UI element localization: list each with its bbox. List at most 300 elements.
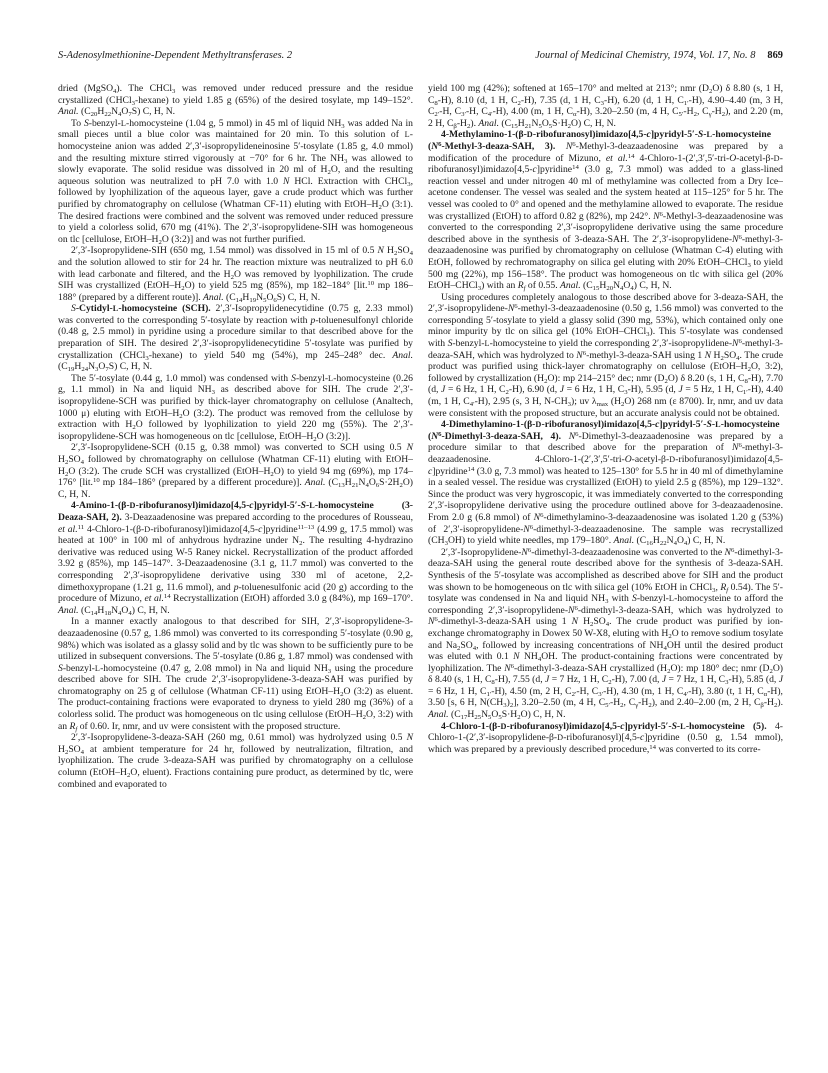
text-run: L [328, 373, 334, 383]
text-run: -homocysteine (5). [685, 720, 767, 732]
text-run: 2 [127, 772, 131, 780]
text-run: max [596, 401, 609, 409]
text-run: N [431, 140, 439, 152]
text-run: S [447, 338, 453, 350]
text-run: c [428, 465, 433, 477]
text-run: O [624, 454, 632, 465]
text-run: et al. [605, 152, 628, 164]
text-run: was added Na in small pieces until a blue color was maintained for 20 min. To this solution of [58, 117, 413, 141]
text-run: SO [68, 743, 81, 755]
text-run: γ [708, 111, 712, 119]
text-run: -ribofuranosyl)imidazo[4,5- [150, 523, 259, 535]
text-run: 3 [600, 99, 605, 107]
text-run: N [507, 303, 515, 315]
text-run: 2 [708, 88, 713, 95]
text-run: 6 [438, 430, 442, 438]
text-run: , C [696, 106, 709, 118]
text-run: S [291, 372, 296, 384]
text-run: J [441, 384, 446, 396]
text-run: ) C, H, N. [633, 280, 672, 292]
text-run: ]pyridine (0.50 g, 1.54 mmol), which was prepared by a previously described procedure, [428, 732, 783, 755]
text-run: 5 [538, 122, 542, 130]
text-run: with [608, 593, 632, 605]
text-run: (C [78, 604, 91, 616]
text-run: ]pyridine [536, 164, 573, 176]
left-column [58, 83, 413, 790]
text-run: 2 [378, 203, 382, 211]
text-run: 2′,3′-Isopropylidene-3-deaza-SAH (260 mg, 0.61 mmol) was hydrolyzed using 0.5 [71, 732, 407, 744]
text-run: -H [711, 106, 722, 118]
text-run: H [242, 291, 250, 303]
text-run: ) C, H, N. [131, 604, 170, 616]
text-run: -homocysteine ( [428, 129, 771, 152]
text-run: 11–13 [297, 523, 315, 531]
text-run: N [533, 511, 541, 523]
text-run: SO [460, 639, 473, 651]
text-run: 4 [673, 540, 677, 548]
text-run: N [88, 361, 96, 373]
text-run: -H [456, 117, 467, 129]
text-run: The 5′-tosylate (0.44 g, 1.0 mmol) was condensed with [71, 372, 292, 384]
text-run: f [75, 725, 78, 733]
text-run: as described above for SIH. The crude 2′,3′-isopropylidene-SCH was purified by thick-layer chromatography on cellulose (Analtech, 1000 μ) eluting with EtOH–H [58, 384, 413, 419]
text-run: -H), 4.50 (m, 2 H, C [491, 685, 572, 697]
text-run: O) to yield 94 mg (69%), mp 174–176° [lit. [58, 465, 413, 489]
text-run: -Methyl-3-deazaadenosine was converted to the corresponding 2′,3′-isopropylidene derivative using the same procedure described above in the synthesis of 3-deaza-SAH. The 2′,3′-isopropylidene- [428, 210, 783, 245]
text-run: 4 [409, 250, 414, 258]
text-run: 4 [630, 285, 634, 293]
text-run: 2 [362, 714, 367, 722]
text-run: -ribofuranosyl)imidazo[4,5- [532, 129, 647, 141]
text-run: c [655, 419, 660, 431]
text-run: N [111, 106, 119, 118]
text-run: O [676, 535, 684, 547]
text-run: Anal. [58, 604, 79, 616]
text-run: J [678, 384, 683, 396]
text-run: 2′,3′-Isopropylidene-SIH (650 mg, 1.54 mmol) was dissolved in 15 ml of 0.5 [71, 245, 378, 257]
text-run: 2′ [434, 111, 440, 119]
text-run: -homocysteine anion was added 2′,3′-isopropylideneinosine 5′-tosylate (1.85 g, 4.0 mmol) and the resulting mixture stirred vigorously at −70° for 6 hr. The NH [58, 129, 413, 164]
text-run: - [676, 720, 681, 732]
text-run: S [83, 117, 89, 129]
text-run: 2 [747, 366, 751, 374]
text-run: 19 [67, 366, 75, 374]
text-run: 2 [132, 424, 136, 432]
text-run: -H), 3.20–2.50 (m, 4 H, C [576, 106, 679, 118]
text-run: - [703, 129, 707, 141]
text-run: 2 [648, 702, 652, 710]
text-run: N [568, 604, 575, 616]
text-run: L [715, 420, 721, 430]
text-run: H [58, 454, 65, 465]
text-run: 25 [474, 714, 482, 722]
text-run: 0.54). The 5′-tosylate was condensed in Na and liquid NH [428, 581, 783, 605]
text-run: -hexane) to yield 540 mg (54%), mp 245–248° dec. [148, 349, 393, 361]
journal-name: Journal of Medicinal Chemistry, 1974, Vol. 17, No. 8 [535, 50, 756, 61]
text-run: N [282, 175, 290, 187]
text-run: 14 [235, 296, 243, 304]
text-run: -dimethyl-3-deaza-SAH crystallized (H [514, 662, 668, 674]
text-run: L [404, 130, 410, 140]
text-run: 6 [527, 546, 532, 554]
text-run: S [671, 720, 677, 732]
text-run: H [97, 604, 105, 616]
text-run: N [406, 442, 413, 454]
text-run: 2 [393, 250, 398, 258]
text-run: 3 [503, 702, 507, 710]
text-run: 2 [517, 99, 521, 107]
text-run: N [523, 523, 530, 535]
text-run: 3 [327, 667, 332, 675]
text-run: c [249, 500, 254, 512]
text-run: ). [777, 697, 783, 709]
text-run: -ribofuranosyl)imidazo[4,5- [675, 454, 783, 465]
text-run: N [481, 709, 489, 721]
text-run: O was removed by lyophilization. The crude SIH was crystallized (EtOH–H [58, 268, 413, 292]
text-run: 4′ [469, 401, 475, 409]
text-run: 6 [529, 523, 534, 531]
text-run: S·2H [379, 477, 400, 489]
paragraph [428, 83, 783, 129]
running-header [58, 50, 783, 66]
text-run: Anal. [478, 117, 499, 129]
text-run: D [129, 501, 136, 511]
text-run: 4′ [487, 111, 493, 119]
text-run: O, 3:2) with an [58, 709, 413, 732]
paragraph [428, 547, 783, 721]
text-run: 6 [514, 303, 518, 311]
text-run: of 0.60. Ir, nmr, and uv were consistent with the proposed structure. [77, 720, 341, 732]
text-run: (C [325, 477, 339, 489]
text-run: 19 [249, 296, 257, 304]
text-run: O) δ 8.20 (s, 1 H, C [667, 372, 745, 384]
text-run: (C [58, 361, 68, 373]
text-run: -toluenesulfonic acid (20 g) according to the procedure of Mizuno, [58, 581, 413, 605]
text-run: O [98, 361, 106, 373]
text-run: ), and 2.20 (m, 2 H, C [428, 106, 783, 129]
text-run: 3 [646, 331, 650, 339]
text-run: -H), 7.00 (d, [611, 674, 662, 686]
text-run: 1′ [683, 99, 689, 107]
text-run: 3′ [461, 111, 466, 119]
text-run: -homocysteine (1.04 g, 5 mmol) in 45 ml of liquid NH [126, 117, 342, 129]
paragraph [428, 129, 783, 291]
text-run: O [121, 604, 129, 616]
text-run: -H), 6.90 (d, [508, 384, 560, 396]
text-run: 4 [537, 656, 542, 664]
paragraph [428, 292, 783, 420]
paragraph [58, 373, 413, 443]
text-run: S [697, 129, 704, 141]
text-run: 2 [773, 702, 778, 710]
text-run: N [531, 117, 539, 129]
text-run: O, and the resulting aqueous solution was neutralized to pH 7.0 with 1.0 [58, 164, 413, 187]
text-run: 5′ [678, 111, 684, 119]
text-run: O) 268 nm (ε 8700). Ir, nmr, and uv data were consistent with the proposed structure, but an accurate analysis could not be obtained. [428, 396, 784, 419]
text-run: O [368, 477, 376, 489]
text-run [561, 431, 569, 442]
text-run: -H [763, 697, 774, 709]
text-run: et al. [144, 593, 164, 605]
text-run: 6 [540, 511, 544, 519]
text-run: 10 [367, 280, 375, 288]
text-run: 4 [80, 459, 85, 466]
text-run: D [526, 130, 533, 140]
text-run: 2 [664, 377, 668, 385]
text-run: 2 [457, 644, 461, 652]
text-run: 14 [90, 609, 98, 617]
text-run: -homocysteine to yield the corresponding 2′,3′-isopropylidene- [489, 338, 733, 350]
text-run: S [632, 593, 637, 605]
text-run: 2 [621, 401, 625, 409]
text-run: = 6 Hz, 1 H, C [445, 384, 506, 396]
text-run: O (3:2)] and was not further purified. [161, 233, 306, 245]
text-run: (C [78, 106, 91, 118]
text-run: -methyl-3-deaza-SAH using 1 [586, 349, 705, 361]
text-run: ]pyridine [262, 523, 298, 535]
text-run: O to remove sodium tosylate and Na [428, 627, 783, 651]
text-run: -Cytidyl- [75, 303, 113, 315]
text-run: 6 [730, 546, 735, 554]
text-run: f [523, 285, 526, 293]
text-run: N [565, 140, 573, 152]
text-run: -Methyl-3-deaza-SAH, 3). [441, 140, 556, 152]
text-run: D [773, 153, 780, 163]
text-run: 6 [738, 233, 742, 241]
text-run: , followed by lyophilization of the aqueous layer, gave a crude product which was further purified by chromatography on cellulose (Whatman CF-11) eluting with EtOH–H [58, 175, 413, 210]
text-run: -ribofuranosyl)[4,5- [563, 732, 640, 744]
text-run: 2 [327, 169, 331, 177]
text-run: -H), 3.80 (t, 1 H, C [688, 685, 764, 697]
text-run: 6 [572, 140, 576, 148]
text-run: SO [723, 349, 737, 361]
text-run: 2 [590, 621, 594, 629]
paragraph [428, 419, 783, 547]
paragraph [58, 83, 413, 118]
text-run: -H), 5.85 (d, [728, 674, 779, 686]
text-run: f [726, 586, 729, 594]
text-run: -dimethyl-3-deaza-SAH using 1 [437, 616, 572, 628]
text-run: 20 [90, 111, 98, 119]
text-run: was converted to its corre- [656, 743, 761, 755]
text-run: 20 [606, 285, 614, 293]
text-run: 11 [77, 523, 85, 531]
text-run: Anal. [560, 280, 581, 292]
text-run: -benzyl- [452, 338, 485, 350]
text-run: Using procedures completely analogous to those described above for 3-deaza-SAH, the 2′,3′-isopropylidene- [428, 291, 783, 315]
text-run: -H), 8.10 (d, 1 H, C [437, 94, 518, 106]
text-run: 3 [344, 157, 348, 165]
text-run: 4-Dimethylamino-1-(β- [441, 419, 536, 431]
text-run: -ribofuranosyl)imidazo[4,5- [428, 152, 784, 176]
text-run: 21 [351, 482, 359, 490]
text-run: N [406, 732, 413, 744]
text-run: (C [580, 280, 593, 292]
text-run: mp 186–188° (prepared by a different route)]. [58, 280, 413, 303]
text-run: -dimethylamino-3-deazaadenosine was isolated 1.20 g (53%) of 2′,3′-isopropylidene- [428, 511, 783, 535]
text-run: SO [593, 616, 606, 628]
text-run: -H), 4.90–4.40 (m, 3 H, C [428, 94, 784, 118]
text-run: H [652, 535, 660, 547]
text-run: N [521, 546, 528, 558]
text-run: ) C, H, N. [687, 535, 726, 547]
text-run: N [504, 662, 511, 674]
text-run: O) to yield 525 mg (85%), mp 182–184° [lit. [184, 280, 368, 292]
text-run: (4.99 g, 17.5 mmol) was heated at 100° in 100 ml of anhydrous hydrazine under N [58, 523, 413, 547]
text-run: ], 3.20–2.50 (m, 4 H, C [513, 697, 606, 709]
text-run: N [724, 546, 731, 558]
text-run: H [74, 361, 82, 373]
text-run: 3 [341, 122, 345, 130]
text-run: -dimethyl-3-deaza-SAH, which was hydrolyzed to [577, 604, 783, 616]
text-run: O (3:1). The desired fractions were combined and the solvent was removed under reduced pressure to yield a colorless solid, 670 mg (41%). The 2′,3′-isopropylidene-SIH was homogeneous on tlc [cellulose, EtOH–H [58, 198, 413, 245]
text-run: (H [608, 396, 622, 408]
text-run: 2 [64, 748, 69, 756]
text-run: -Dimethyl-3-deaza-SAH, 4). [441, 430, 561, 442]
text-run: using the procedure described above for SIH. The crude 2′,3′-isopropylidene-3-deaza-SAH was purified by chromatography on 25 g of cellulose (Whatman CF-11) using EtOH–H [58, 662, 413, 697]
paragraph [58, 303, 413, 373]
paragraph [58, 442, 413, 500]
text-run: -H), 3.50 [s, 6 H, N(CH [428, 685, 783, 709]
text-run: 3 [725, 679, 729, 687]
text-run: OH until the desired product was eluted with 0.1 [428, 639, 783, 663]
text-run: N [704, 349, 712, 361]
text-run: 2 [64, 459, 69, 466]
text-run: 6 [574, 604, 578, 612]
text-run: -H, C [439, 106, 462, 118]
text-run: 24 [81, 366, 89, 374]
text-run: 4′ [683, 690, 689, 698]
text-run: 3 [712, 586, 716, 594]
text-run: 4 [472, 644, 477, 652]
text-run: N [732, 233, 739, 245]
text-run: -ribofuranosyl)imidazo[4,5- [541, 419, 656, 431]
text-run: 2 [179, 412, 183, 420]
text-run: 4-Methylamino-1-(β- [441, 129, 527, 141]
text-run: 14 [467, 465, 475, 473]
text-run [555, 141, 566, 152]
text-run: S [71, 303, 76, 315]
text-run: = 7 Hz, 1 H, C [666, 674, 726, 686]
text-run: -acetyl-β- [631, 454, 670, 465]
text-run: p [310, 314, 316, 326]
text-run: Anal. [392, 349, 413, 361]
text-run: -homocysteine to afford the corresponding 2′,3′-isopropylidene- [428, 593, 784, 616]
text-run: S) C, H, N. [108, 361, 153, 373]
text-run: To [71, 117, 84, 129]
text-run: S [706, 419, 712, 431]
text-run: 6 [575, 430, 579, 438]
text-run: -benzyl- [636, 593, 669, 605]
text-run: D [500, 721, 507, 731]
text-run: 15 [592, 285, 600, 293]
text-run: - [306, 500, 310, 512]
text-run: Anal. [304, 477, 326, 489]
text-run: (C [634, 535, 647, 547]
text-run: γ [635, 702, 639, 710]
text-run: N [428, 616, 435, 628]
text-run: S [58, 662, 63, 674]
text-run: 2′,3′-Isopropylidene- [441, 546, 522, 558]
text-run: J [778, 674, 783, 686]
paragraph [58, 245, 413, 303]
text-run: 2 [158, 238, 162, 246]
text-run: N [568, 430, 576, 442]
text-run: -homocysteine (3-Deaza-SAH, 2). [58, 500, 413, 523]
text-run: -dimethyl-3-deazaadenosine was converted to the [531, 546, 725, 558]
text-run: 6 [434, 616, 438, 624]
text-run: L [309, 501, 315, 511]
text-run: -H), 7.70 (d, [428, 372, 783, 396]
text-run: (C [499, 117, 512, 129]
text-run: S) C, H, N. [131, 106, 176, 118]
text-run: p [233, 581, 239, 593]
text-run: 2 [769, 667, 773, 675]
text-run: S) C, H, N. [276, 291, 321, 303]
text-run: 3 [211, 389, 215, 397]
paragraph [58, 500, 413, 616]
text-run: 2 [230, 273, 234, 281]
text-run: - [711, 419, 716, 431]
text-run: -homocysteine ( [428, 419, 780, 442]
text-run: Anal. [428, 709, 449, 721]
text-run: 8 [744, 377, 748, 385]
text-run: yield 100 mg (42%); softened at 165–170° and melted at 213°; nmr (D [428, 83, 709, 94]
text-run: ]pyridyl-5′- [650, 129, 698, 141]
text-run: O [729, 152, 737, 164]
text-run: -H [638, 697, 649, 709]
text-run: ) [506, 697, 510, 709]
text-run: Anal. [58, 106, 79, 118]
text-run: -methyl-3-deaza-SAH, which was hydrolyzed to [428, 338, 783, 361]
text-run: 7 [128, 111, 132, 119]
text-run: O [623, 280, 631, 292]
text-run: -H), 7.55 (d, [494, 674, 546, 686]
text-run: 2 [313, 435, 317, 443]
text-run: O (3:2). The crude SCH was crystallized (EtOH–H [68, 465, 271, 477]
text-run: R [517, 280, 524, 292]
text-run: ). The CHCl [116, 83, 173, 94]
text-run: = 5 Hz, 1 H, C [682, 384, 743, 396]
text-run: Anal. [613, 535, 635, 547]
text-run: 3 [567, 401, 572, 409]
text-run: 8 [434, 99, 438, 107]
text-run: 2 [667, 667, 671, 675]
text-run: 2′,3′-Isopropylidene-SCH (0.15 g, 0.38 mmol) was converted to SCH using 0.5 [71, 442, 407, 454]
text-run: H [578, 616, 591, 628]
text-run: N [256, 291, 264, 303]
text-run: 3 [624, 389, 628, 397]
paragraph [58, 118, 413, 246]
text-run: OH. The product-containing fractions were concentrated by lyophilization. The [428, 651, 783, 674]
text-run: In a manner exactly analogous to that described for SIH, 2′,3′-isopropylidene-3-deazaadenosine (0.57 g, 1.86 mmol) was converted to its corresponding 5′-tosylate (0.90 g, 98%) which was isolated as a glassy solid and by tlc was shown to be sufficiently pure to be utilized in subsequent conversions. The 5′-tosylate (0.86 g, 1.87 mmol) was condensed with [58, 616, 413, 663]
text-run: O (3:2) as eluent. The product-containing fractions were evaporated to dryness to yield 280 mg (36%) of a colorless solid. The product was homogeneous on tlc using cellulose (EtOH–H [58, 685, 413, 721]
text-run: 10 [92, 477, 100, 485]
text-run: R [720, 581, 727, 593]
text-run: 3 [145, 354, 149, 362]
journal-citation [535, 50, 783, 61]
text-run: . The crude product was purified by ion-exchange chromatography in Dowex 50 W-X8, eluting with H [428, 616, 783, 639]
text-run: 4 [605, 621, 610, 629]
text-run: L [112, 304, 119, 314]
text-run: 6 [273, 296, 277, 304]
text-run: -methyl-3-deazaadenosine was purified by chromatography on cellulose (Whatman C-4) eluting with EtOH, followed by rechromatography on silica gel eluting with 20% EtOH–CHCl [428, 233, 783, 268]
text-run: , followed by increasing concentrations of NH [476, 639, 664, 651]
text-run: 6 [582, 349, 587, 357]
text-run: L [706, 130, 713, 140]
text-run: = 6 Hz, 1 H, C [428, 685, 487, 697]
text-run: 4-Chloro-1-(2′,3′-isopropylidene-β- [428, 720, 783, 744]
